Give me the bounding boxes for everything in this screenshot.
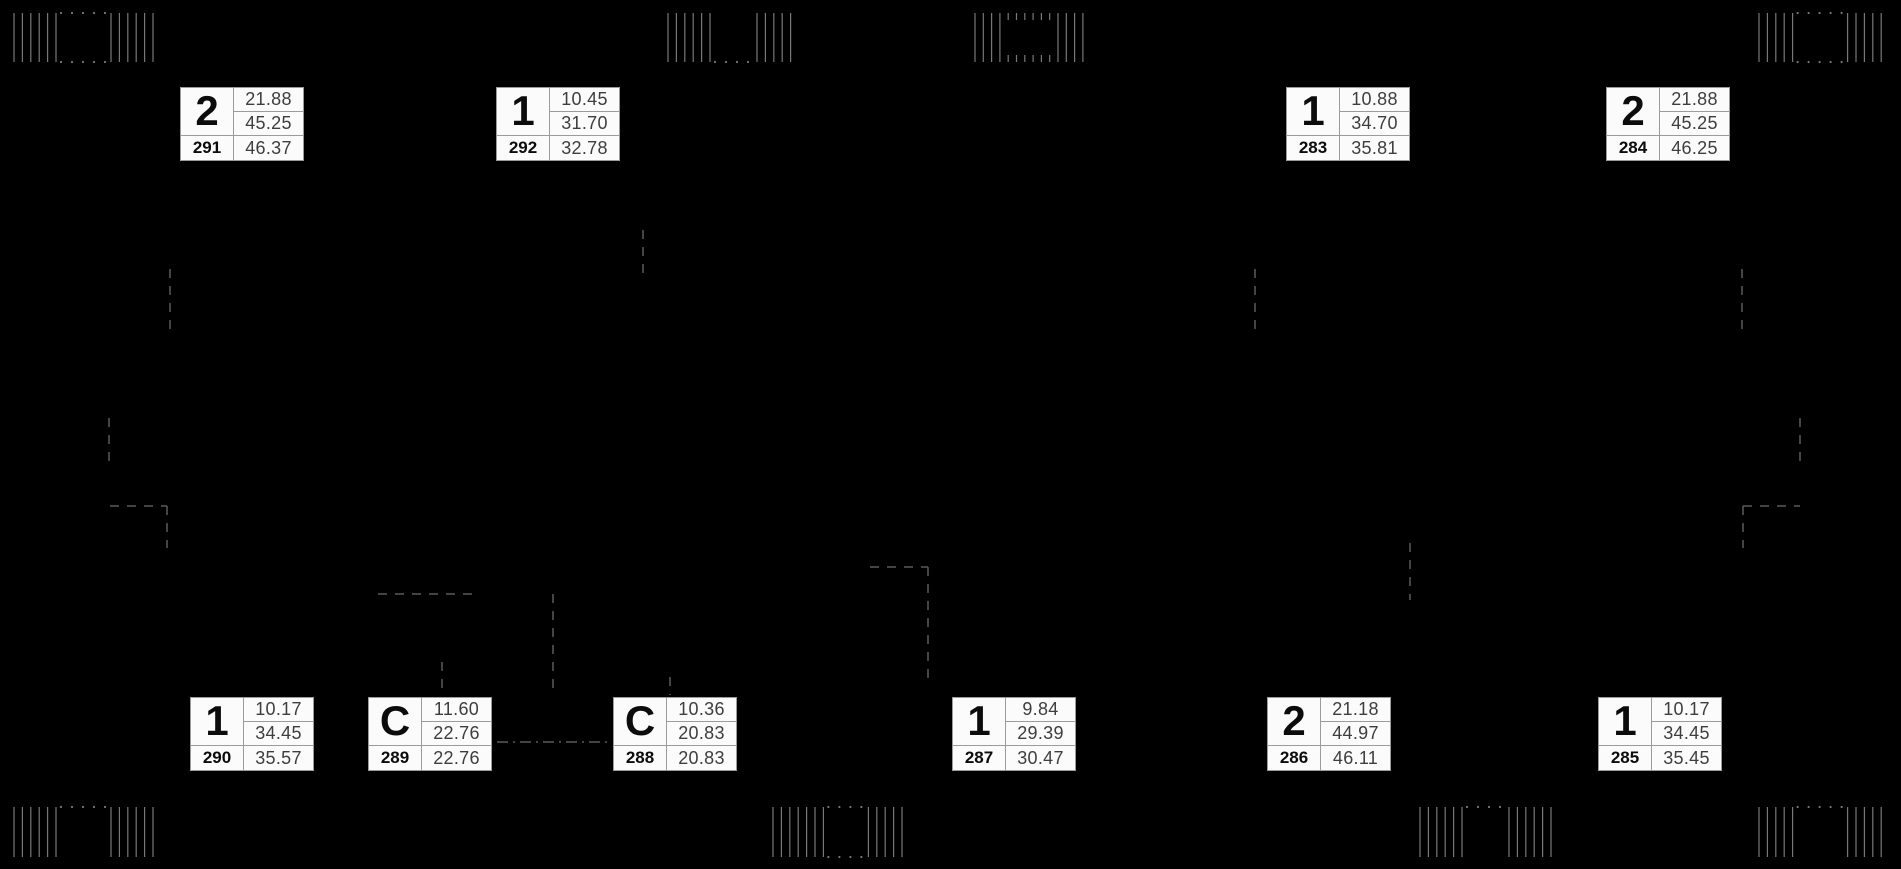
stair-hatch-top-mid-left bbox=[668, 13, 791, 63]
unit-type: 2 bbox=[1607, 88, 1659, 135]
unit-area-total: 32.78 bbox=[550, 136, 619, 160]
unit-area-2: 31.70 bbox=[550, 112, 619, 135]
unit-area-2: 22.76 bbox=[422, 722, 491, 745]
unit-table-284[interactable] bbox=[1606, 87, 1730, 161]
unit-number: 290 bbox=[191, 746, 243, 770]
unit-area-total: 35.45 bbox=[1652, 746, 1721, 770]
unit-area-total: 46.11 bbox=[1321, 746, 1390, 770]
unit-number: 286 bbox=[1268, 746, 1320, 770]
unit-area-2: 44.97 bbox=[1321, 722, 1390, 745]
unit-area-total: 35.81 bbox=[1340, 136, 1409, 160]
stair-hatch-top-left bbox=[14, 12, 153, 63]
unit-number: 292 bbox=[497, 136, 549, 160]
unit-table-288[interactable] bbox=[613, 697, 737, 771]
unit-table-291[interactable] bbox=[180, 87, 304, 161]
stair-hatch-bottom-mid bbox=[773, 806, 902, 858]
unit-number: 291 bbox=[181, 136, 233, 160]
unit-table-290[interactable] bbox=[190, 697, 314, 771]
unit-area-1: 10.45 bbox=[550, 88, 619, 111]
unit-area-1: 10.36 bbox=[667, 698, 736, 721]
stair-hatch-bottom-right-mid bbox=[1420, 806, 1551, 857]
unit-area-1: 10.17 bbox=[244, 698, 313, 721]
stair-hatch-top-right bbox=[1759, 12, 1881, 63]
unit-area-2: 34.45 bbox=[244, 722, 313, 745]
unit-number: 287 bbox=[953, 746, 1005, 770]
unit-area-total: 46.37 bbox=[234, 136, 303, 160]
unit-area-1: 10.17 bbox=[1652, 698, 1721, 721]
unit-area-1: 11.60 bbox=[422, 698, 491, 721]
unit-area-1: 10.88 bbox=[1340, 88, 1409, 111]
unit-type: 2 bbox=[1268, 698, 1320, 745]
unit-number: 284 bbox=[1607, 136, 1659, 160]
unit-table-285[interactable] bbox=[1598, 697, 1722, 771]
unit-number: 288 bbox=[614, 746, 666, 770]
unit-table-283[interactable] bbox=[1286, 87, 1410, 161]
unit-area-1: 21.88 bbox=[234, 88, 303, 111]
unit-area-2: 34.70 bbox=[1340, 112, 1409, 135]
unit-area-total: 35.57 bbox=[244, 746, 313, 770]
unit-table-286[interactable] bbox=[1267, 697, 1391, 771]
unit-area-total: 46.25 bbox=[1660, 136, 1729, 160]
stair-hatch-bottom-right bbox=[1759, 806, 1881, 857]
unit-number: 283 bbox=[1287, 136, 1339, 160]
unit-area-2: 34.45 bbox=[1652, 722, 1721, 745]
unit-table-292[interactable] bbox=[496, 87, 620, 161]
stair-hatch-bottom-left bbox=[14, 806, 153, 857]
unit-type: 1 bbox=[1599, 698, 1651, 745]
unit-type: 1 bbox=[191, 698, 243, 745]
unit-number: 289 bbox=[369, 746, 421, 770]
unit-type: 2 bbox=[181, 88, 233, 135]
unit-area-total: 30.47 bbox=[1006, 746, 1075, 770]
unit-type: 1 bbox=[497, 88, 549, 135]
unit-area-1: 9.84 bbox=[1006, 698, 1075, 721]
unit-table-287[interactable] bbox=[952, 697, 1076, 771]
unit-number: 285 bbox=[1599, 746, 1651, 770]
unit-area-1: 21.18 bbox=[1321, 698, 1390, 721]
unit-area-total: 20.83 bbox=[667, 746, 736, 770]
unit-table-289[interactable] bbox=[368, 697, 492, 771]
stair-hatch-top-center bbox=[975, 13, 1083, 62]
unit-area-total: 22.76 bbox=[422, 746, 491, 770]
unit-area-2: 20.83 bbox=[667, 722, 736, 745]
unit-type: 1 bbox=[1287, 88, 1339, 135]
unit-area-2: 45.25 bbox=[1660, 112, 1729, 135]
unit-area-2: 29.39 bbox=[1006, 722, 1075, 745]
unit-type: C bbox=[369, 698, 421, 745]
unit-area-1: 21.88 bbox=[1660, 88, 1729, 111]
unit-type: C bbox=[614, 698, 666, 745]
unit-type: 1 bbox=[953, 698, 1005, 745]
unit-area-2: 45.25 bbox=[234, 112, 303, 135]
